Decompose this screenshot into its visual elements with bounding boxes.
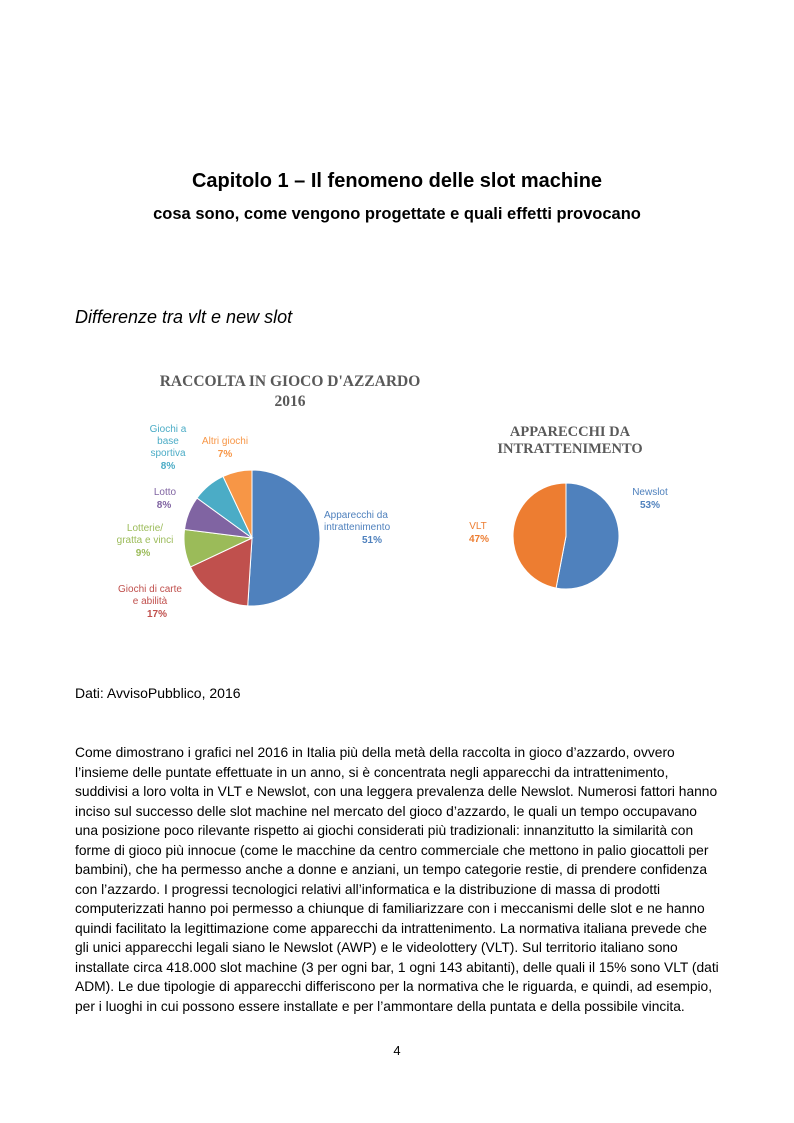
slice-percent-giochi-a-base-sportiva: 8% <box>160 461 176 472</box>
pie-chart-gioco-azzardo <box>117 424 391 620</box>
slice-label-giochi-a-base-sportiva: base <box>157 436 179 447</box>
chapter-title: Capitolo 1 – Il fenomeno delle slot machine <box>191 170 603 192</box>
chapter-subtitle: cosa sono, come vengono progettate e quali effetti provocano <box>153 205 641 223</box>
slice-label-lotterie-gratta-e-vinci: gratta e vinci <box>116 535 174 546</box>
source-note: Dati: AvvisoPubblico, 2016 <box>75 685 241 701</box>
slice-label-vlt: VLT <box>469 521 487 532</box>
pie-slice-apparecchi-da-intrattenimento <box>248 470 320 606</box>
slice-label-apparecchi-da-intrattenimento: Apparecchi da <box>324 510 388 521</box>
slice-percent-newslot: 53% <box>639 500 661 511</box>
slice-percent-lotto: 8% <box>156 500 172 511</box>
pie-slice-vlt <box>513 483 566 588</box>
slice-label-giochi-di-carte-e-abilita: Giochi di carte <box>118 584 182 595</box>
slice-label-lotto: Lotto <box>153 487 177 498</box>
chart-1-title-line-1: RACCOLTA IN GIOCO D'AZZARDO <box>159 373 421 390</box>
slice-label-giochi-a-base-sportiva: sportiva <box>150 448 186 459</box>
chart-2-title-line-2: INTRATTENIMENTO <box>497 441 643 457</box>
section-heading: Differenze tra vlt e new slot <box>75 307 293 327</box>
slice-label-apparecchi-da-intrattenimento: intrattenimento <box>324 522 391 533</box>
body-paragraph: Come dimostrano i grafici nel 2016 in Italia più della metà della raccolta in gioco d’azzardo, ovvero l’insieme delle puntate effettuate in un anno, si è concentrata negli apparecchi da intrattenimento, suddivisi a loro volta in VLT e Newslot, con una leggera prevalenza delle Newslot. Numerosi fattori hanno inciso sul successo delle slot machine nel mercato del gioco d’azzardo, le quali un tempo occupavano una posizione poco rilevante rispetto ai giochi considerati più tradizionali: innanzitutto la similarità con forme di gioco più innocue (come le macchine da centro commerciale che mettono in palio giocattoli per bambini), che ha permesso anche a donne e anziani, un tempo categorie restie, di prendere confidenza con l’azzardo. I progressi tecnologici relativi all’informatica e la distribuzione di massa di prodotti computerizzati hanno poi permesso a chiunque di familiarizzare con i meccanismi delle slot e ne hanno quindi facilitato la legittimazione come apparecchi da intrattenimento. La normativa italiana prevede che gli unici apparecchi legali siano le Newslot (AWP) e le videolottery (VLT). Sul territorio italiano sono installate circa 418.000 slot machine (3 per ogni bar, 1 ogni 143 abitanti), delle quali il 15% sono VLT (dati ADM). Le due tipologie di apparecchi differiscono per la normativa che le riguarda, e quindi, ad esempio, per i luoghi in cui possono essere installate e per l’ammontare della puntata e della possibile vincita. <box>75 745 719 1014</box>
slice-label-giochi-a-base-sportiva: Giochi a <box>149 424 187 435</box>
slice-label-altri-giochi: Altri giochi <box>201 436 249 447</box>
slice-percent-lotterie-gratta-e-vinci: 9% <box>135 548 151 559</box>
slice-percent-apparecchi-da-intrattenimento: 51% <box>362 535 383 546</box>
slice-percent-vlt: 47% <box>468 534 490 545</box>
chart-2-title-line-1: APPARECCHI DA <box>509 424 631 440</box>
slice-percent-altri-giochi: 7% <box>217 449 233 460</box>
page-number: 4 <box>393 1043 401 1058</box>
slice-percent-giochi-di-carte-e-abilita: 17% <box>146 609 168 620</box>
pie-chart-apparecchi <box>469 483 668 589</box>
chart-1-title-line-2: 2016 <box>274 393 306 410</box>
slice-label-newslot: Newslot <box>632 487 668 498</box>
slice-label-giochi-di-carte-e-abilita: e abilità <box>132 596 168 607</box>
slice-label-lotterie-gratta-e-vinci: Lotterie/ <box>126 523 164 534</box>
charts-area <box>0 360 794 660</box>
